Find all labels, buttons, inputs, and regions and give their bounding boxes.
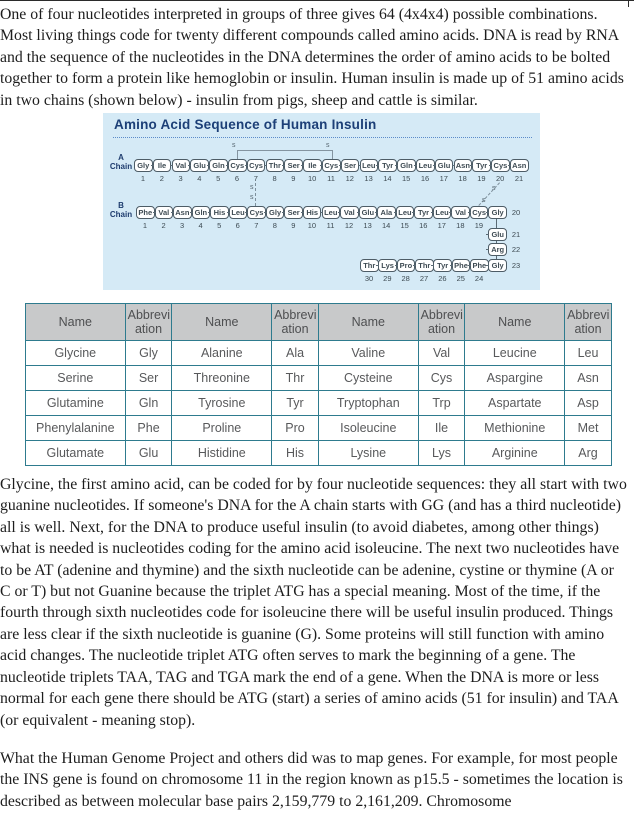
table-cell: Histidine xyxy=(172,441,272,466)
residue-number: 19 xyxy=(474,221,484,231)
residue-number: 14 xyxy=(381,221,391,231)
table-cell: Proline xyxy=(172,416,272,441)
table-cell: Cysteine xyxy=(318,366,418,391)
residue-number: 17 xyxy=(439,174,448,184)
table-header-cell: Abbrevi​ation xyxy=(125,304,172,341)
table-cell: Isoleucine xyxy=(318,416,418,441)
residue-box: Pro xyxy=(397,259,416,272)
residue-box: Leu xyxy=(360,159,379,172)
residue-box: Ser xyxy=(284,206,303,219)
residue-number: 1 xyxy=(142,221,148,231)
table-cell: Threonine xyxy=(172,366,272,391)
residue-number: 21 xyxy=(514,174,524,184)
residue-box: Glu xyxy=(488,228,507,241)
disulfide-bond-a6-a11 xyxy=(237,150,333,159)
table-row xyxy=(26,441,612,466)
residue-box: Ser xyxy=(284,159,303,172)
residue-box: Val xyxy=(172,159,191,172)
table-header-cell: Abbrevi​ation xyxy=(418,304,465,341)
residue-number: 8 xyxy=(272,174,277,184)
residue-number: 10 xyxy=(307,221,317,231)
residue-number: 28 xyxy=(401,274,410,284)
residue-box: Gln xyxy=(209,159,228,172)
residue-number: 2 xyxy=(161,221,166,231)
residue-box: Gln xyxy=(192,206,211,219)
sulfur-label: s xyxy=(232,142,236,150)
residue-number: 7 xyxy=(254,221,259,231)
sulfur-label: s xyxy=(250,194,254,202)
residue-box: Thr xyxy=(266,159,285,172)
diagram-title: Amino Acid Sequence of Human Insulin xyxy=(114,117,377,133)
table-cell: Cys xyxy=(418,366,465,391)
table-cell: Tyrosine xyxy=(172,391,272,416)
residue-number: 1 xyxy=(140,174,146,184)
residue-box: His xyxy=(210,206,229,219)
residue-number: 2 xyxy=(159,174,164,184)
residue-number: 24 xyxy=(474,274,484,284)
residue-box: Leu xyxy=(433,206,452,219)
residue-number: 12 xyxy=(344,221,354,231)
residue-box: Gly xyxy=(266,206,285,219)
b-chain-label: B Chain xyxy=(109,201,133,219)
residue-number: 6 xyxy=(234,174,240,184)
residue-number: 26 xyxy=(438,274,447,284)
residue-number: 25 xyxy=(456,274,465,284)
residue-box: Thr xyxy=(360,259,379,272)
table-cell: Asn xyxy=(565,366,612,391)
residue-number: 20 xyxy=(511,208,521,218)
residue-number: 6 xyxy=(235,221,240,231)
table-cell: Arg xyxy=(565,441,612,466)
residue-box: Cys xyxy=(228,159,247,172)
table-cell: Glu xyxy=(125,441,172,466)
residue-number: 23 xyxy=(511,261,521,271)
residue-box: Asn xyxy=(510,159,529,172)
table-cell: Met xyxy=(565,416,612,441)
table-cell: Serine xyxy=(26,366,126,391)
table-cell: Valine xyxy=(318,341,418,366)
residue-number: 18 xyxy=(456,221,465,231)
residue-box: Leu xyxy=(396,206,415,219)
residue-box: Lys xyxy=(378,259,397,272)
residue-box: Cys xyxy=(491,159,510,172)
table-row xyxy=(26,391,612,416)
residue-number: 15 xyxy=(400,221,409,231)
table-cell: Glycine xyxy=(26,341,126,366)
residue-box: Gly xyxy=(488,259,507,272)
residue-number: 7 xyxy=(253,174,258,184)
residue-box: Val xyxy=(340,206,359,219)
residue-number: 14 xyxy=(383,174,392,184)
table-header-cell: Name xyxy=(465,304,565,341)
table-cell: Lys xyxy=(418,441,465,466)
table-header-row xyxy=(26,304,612,341)
table-cell: Methionine xyxy=(465,416,565,441)
table-cell: Tyr xyxy=(272,391,319,416)
table-cell: Leu xyxy=(565,341,612,366)
residue-box: Cys xyxy=(247,206,266,219)
residue-number: 3 xyxy=(178,174,183,184)
residue-number: 5 xyxy=(217,221,222,231)
table-header-cell: Name xyxy=(26,304,126,341)
residue-number: 13 xyxy=(364,174,373,184)
amino-acid-table xyxy=(25,303,612,466)
residue-number: 4 xyxy=(198,221,203,231)
table-cell: Alanine xyxy=(172,341,272,366)
residue-box: Tyr xyxy=(433,259,452,272)
residue-box: Tyr xyxy=(472,159,491,172)
residue-number: 12 xyxy=(345,174,354,184)
residue-number: 20 xyxy=(496,174,505,184)
residue-number: 16 xyxy=(419,221,428,231)
residue-box: Asn xyxy=(454,159,473,172)
table-cell: Val xyxy=(418,341,465,366)
table-cell: Ser xyxy=(125,366,172,391)
residue-box: Asn xyxy=(173,206,192,219)
residue-box: Cys xyxy=(322,159,341,172)
table-cell: Gly xyxy=(125,341,172,366)
table-cell: Ala xyxy=(272,341,319,366)
residue-box: Cys xyxy=(470,206,489,219)
residue-number: 16 xyxy=(420,174,430,184)
residue-box: Cys xyxy=(247,159,266,172)
residue-number: 4 xyxy=(197,174,202,184)
table-cell: Glutamine xyxy=(26,391,126,416)
residue-box: Tyr xyxy=(414,206,433,219)
residue-box: Val xyxy=(451,206,470,219)
residue-number: 22 xyxy=(511,245,521,255)
residue-box: Phe xyxy=(470,259,489,272)
residue-number: 13 xyxy=(363,221,372,231)
residue-number: 21 xyxy=(511,230,521,240)
residue-box: Gly xyxy=(134,159,153,172)
table-cell: Lysine xyxy=(318,441,418,466)
sulfur-label: s xyxy=(492,185,496,193)
residue-number: 18 xyxy=(458,174,467,184)
residue-box: Ile xyxy=(303,159,322,172)
residue-box: Ala xyxy=(377,206,396,219)
table-cell: Ile xyxy=(418,416,465,441)
table-cell: Arginine xyxy=(465,441,565,466)
table-header-cell: Abbrevi​ation xyxy=(272,304,319,341)
residue-box: Thr xyxy=(415,259,434,272)
table-cell: Aspargine xyxy=(465,366,565,391)
disulfide-bond-a7-b7 xyxy=(255,183,256,206)
residue-box: Glu xyxy=(359,206,378,219)
residue-box: His xyxy=(303,206,322,219)
residue-box: Leu xyxy=(229,206,248,219)
table-cell: Phe xyxy=(125,416,172,441)
sulfur-label: s xyxy=(250,184,254,192)
residue-number: 5 xyxy=(216,174,221,184)
sulfur-label: s xyxy=(326,142,330,150)
table-cell: Pro xyxy=(272,416,319,441)
table-cell: Leucine xyxy=(465,341,565,366)
residue-number: 11 xyxy=(326,221,335,231)
table-cell: Asp xyxy=(565,391,612,416)
residue-number: 19 xyxy=(477,174,486,184)
residue-number: 3 xyxy=(180,221,185,231)
residue-box: Tyr xyxy=(378,159,397,172)
table-cell: Tryptophan xyxy=(318,391,418,416)
table-header-cell: Abbrevi​ation xyxy=(565,304,612,341)
residue-number: 8 xyxy=(272,221,277,231)
residue-box: Ser xyxy=(341,159,360,172)
residue-box: Leu xyxy=(416,159,435,172)
table-cell: His xyxy=(272,441,319,466)
residue-box: Val xyxy=(155,206,174,219)
page-border-tick xyxy=(628,1,629,7)
paragraph-genome-project: What the Human Genome Project and others did was to map genes. For example, for most people the INS gene is found on chromosome 11 in the region known as p15.5 - sometimes the location is described as between molecular base pairs 2,159,779 to 2,161,209. Chromosome xyxy=(0,749,623,810)
residue-number: 17 xyxy=(437,221,446,231)
residue-number: 30 xyxy=(364,274,374,284)
paragraph-glycine: Glycine, the first amino acid, can be coded for by four nucleotide sequences: they all start with two guanine nucleotides. If someone's DNA for the A chain starts with GG (and has a third nucleotide) all is well. Next, for the DNA to produce useful insulin (to avoid diabetes, among other things) what is needed is nucleotides coding for the amino acid isoleucine. The next two nucleotides have to be AT (adenine and thymine) and the sixth nucleotide can be adenine, cystine or thymine (A or C or T) but not Guanine because the triplet ATG has a special meaning. Most of the time, if the fourth through sixth nucleotides code for isoleucine there will be useful insulin produced. Things are less clear if the sixth nucleotide is guanine (G). Some proteins will still function with amino acid changes. The nucleotide triplet ATG often serves to mark the beginning of a gene. The nucleotide triplets TAA, TAG and TGA mark the end of a gene. When the DNA is more or less normal for each gene there should be ATG (start) a series of amino acids (51 for insulin) and TAA (or equivalent - meaning stop). xyxy=(0,476,627,729)
table-row xyxy=(26,416,612,441)
paragraph-intro: One of four nucleotides interpreted in groups of three gives 64 (4x4x4) possible combinations. Most living things code for twenty different compounds called amino acids. DNA is read by RNA and the sequence of the nucleotides in the DNA determines the order of amino acids to be bolted together to form a protein like hemoglobin or insulin. Human insulin is made up of 51 amino acids in two chains (shown below) - insulin from pigs, sheep and cattle is similar. xyxy=(0,6,624,109)
table-row xyxy=(26,366,612,391)
table-cell: Gln xyxy=(125,391,172,416)
residue-box: Gln xyxy=(397,159,416,172)
diagram-title-underline xyxy=(113,137,532,138)
residue-box: Phe xyxy=(136,206,155,219)
residue-box: Glu xyxy=(190,159,209,172)
residue-number: 9 xyxy=(291,221,296,231)
table-cell: Thr xyxy=(272,366,319,391)
residue-number: 15 xyxy=(402,174,411,184)
table-cell: Aspartate xyxy=(465,391,565,416)
residue-box: Phe xyxy=(452,259,471,272)
table-cell: Trp xyxy=(418,391,465,416)
table-row xyxy=(26,341,612,366)
table-cell: Phenylalanine xyxy=(26,416,126,441)
residue-box: Ile xyxy=(153,159,172,172)
table-header-cell: Name xyxy=(318,304,418,341)
a-chain-label: A Chain xyxy=(109,153,133,171)
table-cell: Glutamate xyxy=(26,441,126,466)
table-header-cell: Name xyxy=(172,304,272,341)
residue-number: 11 xyxy=(327,174,335,184)
residue-number: 10 xyxy=(308,174,317,184)
residue-box: Glu xyxy=(435,159,454,172)
residue-number: 27 xyxy=(419,274,429,284)
residue-box: Arg xyxy=(488,243,507,256)
insulin-diagram xyxy=(103,113,540,290)
page-content xyxy=(0,1,634,812)
residue-number: 9 xyxy=(291,174,296,184)
residue-box: Leu xyxy=(322,206,341,219)
residue-number: 29 xyxy=(383,274,392,284)
sulfur-label: s xyxy=(482,197,486,205)
residue-box: Gly xyxy=(488,206,507,219)
